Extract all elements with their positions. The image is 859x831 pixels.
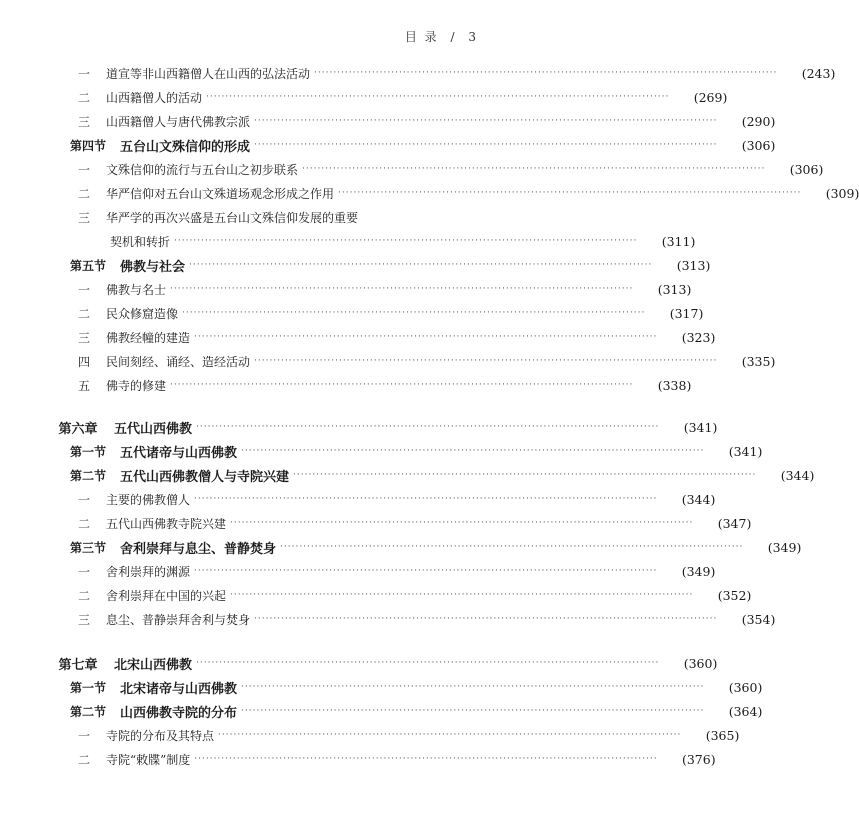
toc-entry-title: 五代山西佛教僧人与寺院兴建 xyxy=(120,469,290,485)
toc-section-row xyxy=(0,676,763,698)
toc-entry-number: 第六章 xyxy=(58,421,98,437)
toc-page-number: (269) xyxy=(693,89,728,105)
toc-page-number: (243) xyxy=(801,65,836,81)
toc-leader-dots: ························································································································ xyxy=(194,494,658,504)
toc-leader-dots: ························································································································ xyxy=(170,284,634,294)
toc-entry-title: 民间刻经、诵经、造经活动 xyxy=(106,354,251,369)
toc-item-row xyxy=(0,62,836,84)
toc-entry-title: 山西籍僧人与唐代佛教宗派 xyxy=(106,114,251,129)
toc-item-row xyxy=(0,374,692,396)
toc-section-row xyxy=(0,440,763,462)
toc-item-row xyxy=(0,512,752,534)
toc-leader-dots: ························································································································ xyxy=(230,590,694,600)
header-separator: / xyxy=(450,30,457,44)
toc-entry-title: 华严信仰对五台山文殊道场观念形成之作用 xyxy=(106,186,335,201)
toc-page-number: (360) xyxy=(683,655,718,671)
toc-entry-number: 第五节 xyxy=(69,258,106,273)
toc-leader-dots: ························································································································ xyxy=(196,422,660,432)
toc-entry-number: 三 xyxy=(77,210,90,225)
toc-entry-title: 寺院“敕牒”制度 xyxy=(106,752,191,767)
toc-leader-dots: ························································································································ xyxy=(194,566,658,576)
toc-entry-number: 二 xyxy=(77,588,90,603)
toc-entry-title: 舍利崇拜的渊源 xyxy=(106,564,191,579)
toc-entry-number: 第七章 xyxy=(58,657,98,673)
toc-page-number: (344) xyxy=(681,491,716,507)
toc-entry-title: 佛教与名士 xyxy=(106,282,167,297)
running-header xyxy=(399,28,478,45)
toc-leader-dots: ························································································································ xyxy=(280,542,744,552)
toc-section-row xyxy=(0,464,815,486)
toc-entry-number: 三 xyxy=(77,114,90,129)
toc-leader-dots: ························································································································ xyxy=(182,308,646,318)
toc-page-number: (317) xyxy=(669,305,704,321)
toc-leader-dots: ························································································································ xyxy=(254,614,718,624)
toc-section-row xyxy=(0,536,802,558)
toc-entry-number: 四 xyxy=(77,354,90,369)
toc-entry-number: 第一节 xyxy=(69,444,106,459)
toc-leader-dots: ························································································································ xyxy=(254,356,718,366)
toc-page-number: (344) xyxy=(780,467,815,483)
toc-item-row xyxy=(0,278,692,300)
toc-leader-dots: ························································································································ xyxy=(241,446,705,456)
header-page-number: 3 xyxy=(468,30,478,44)
toc-page-number: (354) xyxy=(741,611,776,627)
toc-leader-dots: ························································································································ xyxy=(254,116,718,126)
toc-entry-title: 五代山西佛教寺院兴建 xyxy=(106,516,227,531)
toc-entry-number: 二 xyxy=(77,516,90,531)
toc-item-row xyxy=(0,724,740,746)
toc-entry-title: 民众修窟造像 xyxy=(106,306,179,321)
toc-entry-number: 第一节 xyxy=(69,680,106,695)
toc-page-number: (349) xyxy=(681,563,716,579)
toc-chapter-row xyxy=(0,416,718,438)
toc-page-number: (364) xyxy=(728,703,763,719)
toc-page-number: (360) xyxy=(728,679,763,695)
toc-page-number: (335) xyxy=(741,353,776,369)
toc-entry-number: 第三节 xyxy=(69,540,106,555)
toc-page-number: (313) xyxy=(657,281,692,297)
toc-entry-title: 五台山文殊信仰的形成 xyxy=(120,139,251,155)
toc-item-row xyxy=(0,182,859,204)
toc-page-number: (306) xyxy=(789,161,824,177)
toc-leader-dots: ························································································································ xyxy=(338,188,802,198)
toc-entry-title: 北宋诸帝与山西佛教 xyxy=(120,681,238,697)
toc-page-number: (323) xyxy=(681,329,716,345)
toc-entry-title: 佛教经幢的建造 xyxy=(106,330,191,345)
toc-entry-number: 第二节 xyxy=(69,704,106,719)
toc-entry-title: 道宣等非山西籍僧人在山西的弘法活动 xyxy=(106,66,311,81)
toc-entry-number: 一 xyxy=(77,728,90,743)
toc-section-row xyxy=(0,254,711,276)
toc-item-row xyxy=(0,230,696,252)
toc-entry-number: 一 xyxy=(77,564,90,579)
toc-item-row xyxy=(0,748,716,770)
toc-leader-dots: ························································································································ xyxy=(241,706,705,716)
toc-entry-title: 舍利崇拜在中国的兴起 xyxy=(106,588,227,603)
toc-leader-dots: ························································································································ xyxy=(189,260,653,270)
toc-leader-dots: ························································································································ xyxy=(302,164,766,174)
toc-leader-dots: ························································································································ xyxy=(206,92,670,102)
toc-page-number: (376) xyxy=(681,751,716,767)
toc-entry-title: 息尘、普静崇拜舍利与焚身 xyxy=(106,612,251,627)
toc-page-number: (338) xyxy=(657,377,692,393)
toc-item-row xyxy=(0,110,776,132)
toc-leader-dots: ························································································································ xyxy=(241,682,705,692)
toc-item-row xyxy=(0,302,704,324)
toc-leader-dots: ························································································································ xyxy=(194,754,658,764)
toc-entry-number: 一 xyxy=(77,282,90,297)
toc-leader-dots: ························································································································ xyxy=(196,658,660,668)
toc-section-row xyxy=(0,700,763,722)
toc-entry-title: 华严学的再次兴盛是五台山文殊信仰发展的重要 xyxy=(106,210,359,225)
toc-item-row xyxy=(0,158,824,180)
toc-entry-number: 三 xyxy=(77,612,90,627)
toc-page-number: (341) xyxy=(728,443,763,459)
toc-entry-number: 一 xyxy=(77,492,90,507)
toc-entry-title: 五代山西佛教 xyxy=(114,421,193,437)
toc-leader-dots: ························································································································ xyxy=(174,236,638,246)
toc-leader-dots: ························································································································ xyxy=(254,140,718,150)
toc-entry-title: 契机和转折 xyxy=(110,234,171,249)
toc-entry-number: 第二节 xyxy=(69,468,106,483)
toc-entry-number: 三 xyxy=(77,330,90,345)
toc-page-number: (352) xyxy=(717,587,752,603)
toc-entry-number: 五 xyxy=(77,378,90,393)
toc-item-row xyxy=(0,350,776,372)
toc-entry-number: 二 xyxy=(77,306,90,321)
toc-entry-title: 五代诸帝与山西佛教 xyxy=(120,445,238,461)
toc-page-number: (365) xyxy=(705,727,740,743)
toc-leader-dots: ························································································································ xyxy=(293,470,757,480)
toc-page-number: (349) xyxy=(767,539,802,555)
toc-entry-title: 舍利崇拜与息尘、普静焚身 xyxy=(120,541,277,557)
toc-entry-title: 北宋山西佛教 xyxy=(114,657,193,673)
toc-entry-title: 佛教与社会 xyxy=(120,259,186,275)
toc-item-row xyxy=(0,560,716,582)
toc-entry-title: 主要的佛教僧人 xyxy=(106,492,191,507)
toc-leader-dots: ························································································································ xyxy=(314,68,778,78)
toc-entry-title: 寺院的分布及其特点 xyxy=(106,728,215,743)
toc-page-number: (313) xyxy=(676,257,711,273)
toc-item-row xyxy=(0,326,716,348)
toc-item-row xyxy=(0,488,716,510)
toc-entry-title: 文殊信仰的流行与五台山之初步联系 xyxy=(106,162,299,177)
toc-leader-dots: ························································································································ xyxy=(170,380,634,390)
toc-entry-number: 二 xyxy=(77,90,90,105)
toc-entry-title: 山西佛教寺院的分布 xyxy=(120,705,238,721)
toc-section-row xyxy=(0,134,776,156)
toc-page-number: (311) xyxy=(661,233,696,249)
header-label: 目 录 xyxy=(404,30,439,44)
toc-page-number: (290) xyxy=(741,113,776,129)
toc-page-number: (309) xyxy=(825,185,859,201)
toc-leader-dots: ························································································································ xyxy=(218,730,682,740)
toc-page-number: (306) xyxy=(741,137,776,153)
toc-leader-dots: ························································································································ xyxy=(194,332,658,342)
toc-chapter-row xyxy=(0,652,718,674)
toc-entry-number: 一 xyxy=(77,162,90,177)
toc-page-number: (347) xyxy=(717,515,752,531)
toc-entry-title: 山西籍僧人的活动 xyxy=(106,90,203,105)
toc-item-row xyxy=(0,584,752,606)
toc-item-row xyxy=(0,86,728,108)
toc-entry-number: 二 xyxy=(77,186,90,201)
toc-entry-number: 第四节 xyxy=(69,138,106,153)
toc-entry-number: 一 xyxy=(77,66,90,81)
toc-entry-number: 二 xyxy=(77,752,90,767)
toc-leader-dots: ························································································································ xyxy=(230,518,694,528)
toc-page-number: (341) xyxy=(683,419,718,435)
toc-item-row xyxy=(0,206,554,228)
toc-entry-title: 佛寺的修建 xyxy=(106,378,167,393)
toc-item-row xyxy=(0,608,776,630)
